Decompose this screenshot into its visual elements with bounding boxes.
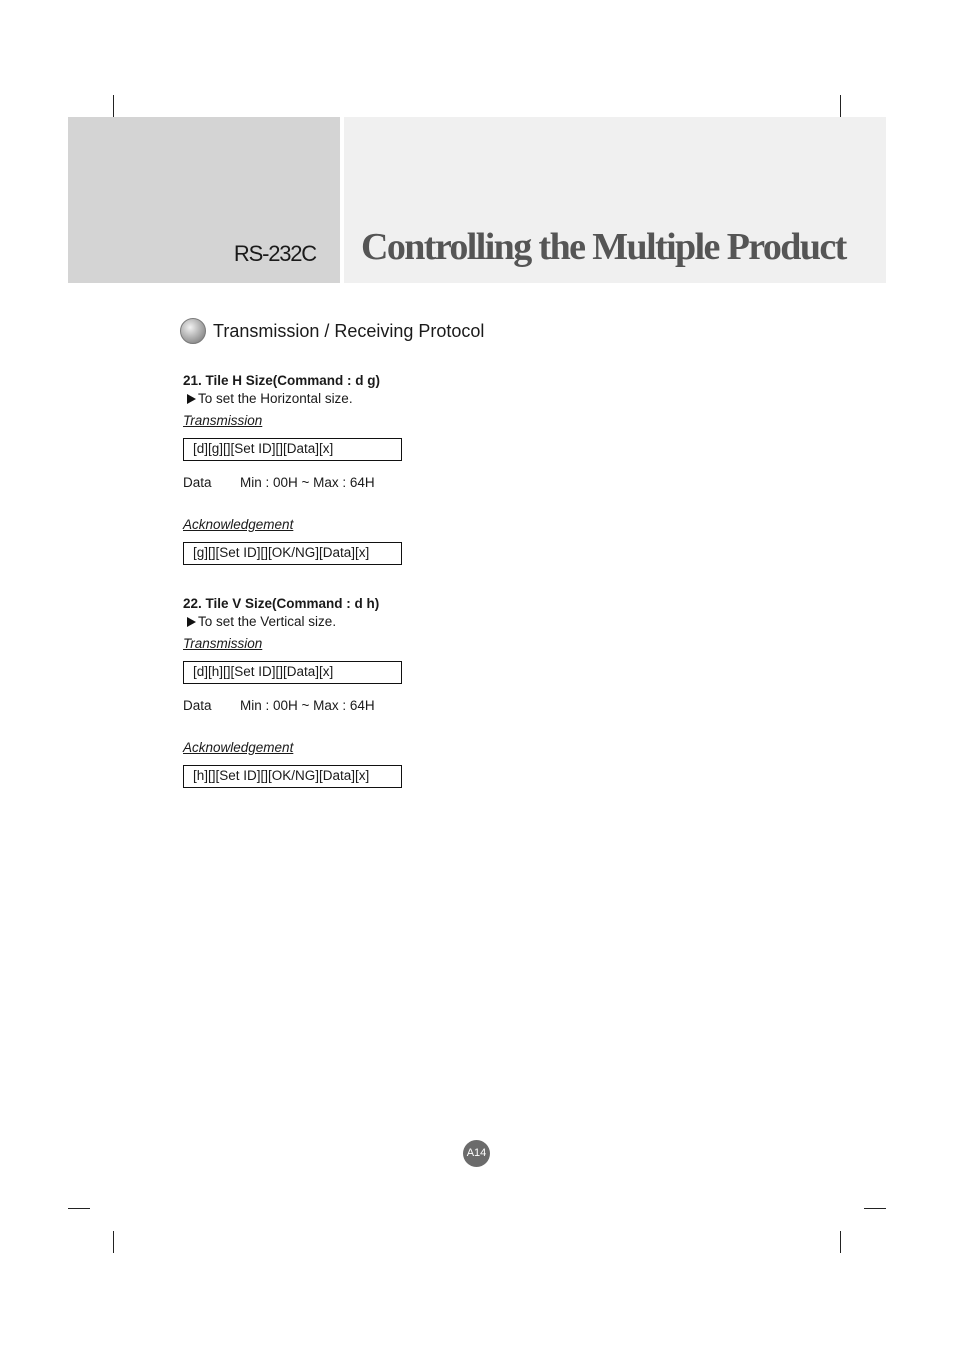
transmission-code-box: [d][h][][Set ID][][Data][x] [183, 661, 402, 684]
data-range: Min : 00H ~ Max : 64H [240, 475, 375, 490]
header-left-panel [68, 117, 340, 283]
transmission-code-box: [d][g][][Set ID][][Data][x] [183, 438, 402, 461]
subheading-text: Transmission / Receiving Protocol [213, 320, 485, 341]
data-range: Min : 00H ~ Max : 64H [240, 698, 375, 713]
data-range-row [183, 697, 703, 714]
sphere-bullet-icon [180, 318, 206, 344]
crop-mark [113, 95, 114, 117]
command-description [187, 613, 703, 630]
crop-mark [840, 1231, 841, 1253]
transmission-label: Transmission [183, 636, 263, 651]
subheading [180, 318, 484, 344]
command-description [187, 390, 703, 407]
section-label: RS-232C [233, 241, 316, 266]
command-title: 22. Tile V Size(Command : d h) [183, 596, 380, 611]
crop-mark [113, 1231, 114, 1253]
acknowledgement-label: Acknowledgement [183, 517, 294, 532]
crop-mark [840, 95, 841, 117]
data-label: Data [183, 698, 212, 713]
command-block-21 [183, 372, 703, 565]
acknowledgement-code-box: [h][][Set ID][][OK/NG][Data][x] [183, 765, 402, 788]
crop-mark [68, 1208, 90, 1209]
acknowledgement-code-box: [g][][Set ID][][OK/NG][Data][x] [183, 542, 402, 565]
triangle-bullet-icon [187, 394, 196, 404]
page-number-badge: A14 [463, 1140, 490, 1167]
transmission-label: Transmission [183, 413, 263, 428]
command-title: 21. Tile H Size(Command : d g) [183, 373, 381, 388]
data-label: Data [183, 475, 212, 490]
page-title: Controlling the Multiple Product [361, 226, 846, 268]
command-block-22 [183, 595, 703, 788]
description-text: To set the Vertical size. [198, 614, 337, 629]
triangle-bullet-icon [187, 617, 196, 627]
acknowledgement-label: Acknowledgement [183, 740, 294, 755]
description-text: To set the Horizontal size. [198, 391, 353, 406]
header-right-panel [344, 117, 886, 283]
data-range-row [183, 474, 703, 491]
crop-mark [864, 1208, 886, 1209]
